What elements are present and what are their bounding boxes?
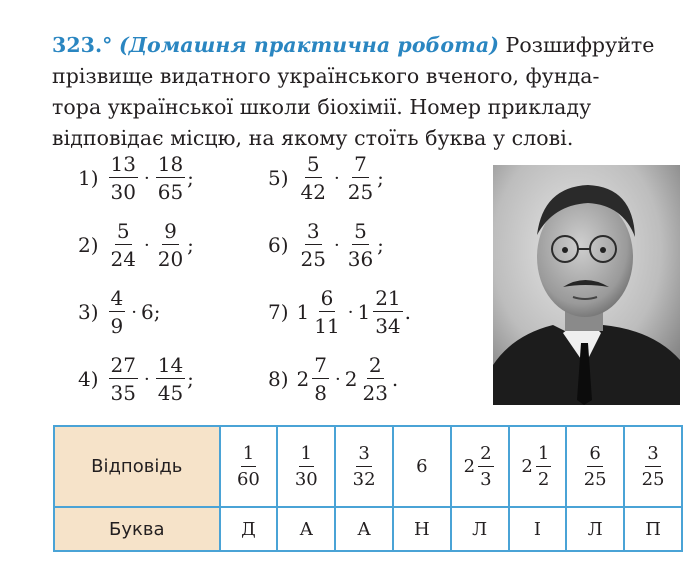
numerator: 27 xyxy=(110,353,136,377)
exercise-7 xyxy=(268,286,411,338)
numerator: 1 xyxy=(241,443,256,467)
exercise-label: 4) xyxy=(78,367,99,391)
whole-part: 2 xyxy=(296,367,310,391)
fraction xyxy=(346,152,375,204)
answer-cell xyxy=(624,426,682,507)
multiply-dot: · xyxy=(333,167,340,189)
fraction xyxy=(109,152,138,204)
integer: 6 xyxy=(416,456,428,477)
numerator: 5 xyxy=(306,152,320,176)
fraction xyxy=(582,443,609,491)
fraction xyxy=(109,219,138,271)
denominator: 20 xyxy=(157,247,184,271)
scientist-portrait xyxy=(493,165,680,405)
numerator: 3 xyxy=(356,443,371,467)
exercise-label: 5) xyxy=(268,166,289,190)
answer-cell xyxy=(335,426,393,507)
numerator: 6 xyxy=(320,286,334,310)
task-text-line: Розшифруйте xyxy=(505,33,655,57)
fraction xyxy=(373,286,402,338)
answer-cell xyxy=(509,426,567,507)
task-number: 323.° xyxy=(52,33,113,57)
end-mark: . xyxy=(404,300,411,324)
denominator: 25 xyxy=(347,180,374,204)
multiply-dot: · xyxy=(143,368,150,390)
numerator: 21 xyxy=(375,286,401,310)
exercise-label: 7) xyxy=(268,300,289,324)
answer-row xyxy=(54,426,682,507)
denominator: 65 xyxy=(157,180,184,204)
numerator: 4 xyxy=(110,286,124,310)
numerator: 5 xyxy=(354,219,367,243)
denominator: 60 xyxy=(236,468,260,490)
numerator: 13 xyxy=(110,152,136,176)
numerator: 18 xyxy=(157,152,184,176)
denominator: 42 xyxy=(300,180,326,204)
whole-part: 2 xyxy=(521,455,533,477)
fraction xyxy=(478,443,493,491)
fraction xyxy=(299,219,328,271)
denominator: 32 xyxy=(352,468,376,490)
fraction xyxy=(156,353,185,405)
exercise-label: 3) xyxy=(78,300,99,324)
numerator: 3 xyxy=(645,443,660,467)
letter-cell: І xyxy=(509,507,567,551)
fraction xyxy=(640,443,667,491)
multiply-dot: · xyxy=(143,234,150,256)
numerator: 5 xyxy=(116,219,130,243)
exercise-label: 1) xyxy=(78,166,99,190)
letter-cell: Н xyxy=(393,507,451,551)
numerator: 6 xyxy=(587,443,602,467)
multiply-dot: · xyxy=(333,234,340,256)
fraction xyxy=(536,443,551,491)
exercise-3 xyxy=(78,286,160,338)
whole-part: 2 xyxy=(344,367,358,391)
letter-cell: Л xyxy=(566,507,624,551)
multiply-dot: · xyxy=(143,167,150,189)
end-mark: ; xyxy=(187,166,194,190)
denominator: 36 xyxy=(347,247,374,271)
denominator: 30 xyxy=(294,468,318,490)
end-mark: ; xyxy=(187,367,194,391)
denominator: 25 xyxy=(300,247,326,271)
fraction xyxy=(156,219,185,271)
task-text xyxy=(52,30,682,154)
numerator: 1 xyxy=(536,443,551,467)
answer-table xyxy=(53,425,683,552)
fraction xyxy=(235,443,262,491)
denominator: 35 xyxy=(110,381,136,405)
answer-cell xyxy=(393,426,451,507)
task-text-line: тора української школи біохімії. Номер прикладу xyxy=(52,95,592,119)
fraction xyxy=(299,152,328,204)
exercise-label: 8) xyxy=(268,367,289,391)
answer-header: Відповідь xyxy=(54,426,220,507)
exercise-6 xyxy=(268,219,384,271)
denominator: 8 xyxy=(314,381,327,405)
denominator: 45 xyxy=(157,381,184,405)
whole-part: 1 xyxy=(296,300,310,324)
denominator: 3 xyxy=(480,468,492,490)
fraction xyxy=(156,152,185,204)
integer: 6 xyxy=(141,300,154,324)
numerator: 3 xyxy=(306,219,320,243)
denominator: 30 xyxy=(110,180,136,204)
numerator: 1 xyxy=(299,443,314,467)
answer-cell xyxy=(220,426,278,507)
letter-cell: А xyxy=(277,507,335,551)
end-mark: ; xyxy=(153,300,161,324)
numerator: 2 xyxy=(368,353,382,377)
exercise-5 xyxy=(268,152,384,204)
multiply-dot: · xyxy=(347,301,354,323)
exercise-4 xyxy=(78,353,194,405)
fraction xyxy=(312,353,329,405)
end-mark: ; xyxy=(377,166,384,190)
numerator: 9 xyxy=(164,219,177,243)
numerator: 14 xyxy=(157,353,184,377)
fraction xyxy=(346,219,375,271)
fraction xyxy=(293,443,320,491)
letter-header: Буква xyxy=(54,507,220,551)
exercise-label: 6) xyxy=(268,233,289,257)
multiply-dot: · xyxy=(335,368,341,390)
exercise-1 xyxy=(78,152,194,204)
denominator: 34 xyxy=(375,314,401,338)
end-mark: ; xyxy=(187,233,194,257)
numerator: 7 xyxy=(314,353,327,377)
numerator: 7 xyxy=(354,152,367,176)
whole-part: 2 xyxy=(463,455,476,477)
denominator: 25 xyxy=(583,468,607,490)
exercise-8 xyxy=(268,353,398,405)
multiply-dot: · xyxy=(131,301,137,323)
numerator: 2 xyxy=(478,443,493,467)
task-text-line: відповідає місцю, на якому стоїть буква у слові. xyxy=(52,126,574,150)
exercise-2 xyxy=(78,219,194,271)
denominator: 23 xyxy=(362,381,388,405)
end-mark: ; xyxy=(377,233,384,257)
fraction xyxy=(351,443,378,491)
whole-part: 1 xyxy=(357,300,371,324)
answer-cell xyxy=(566,426,624,507)
denominator: 9 xyxy=(110,314,124,338)
fraction xyxy=(109,353,138,405)
letter-row xyxy=(54,507,682,551)
letter-cell: А xyxy=(335,507,393,551)
denominator: 11 xyxy=(314,314,340,338)
task-line-1 xyxy=(52,30,682,61)
task-text-line: прізвище видатного українського вченого, фунда- xyxy=(52,64,600,88)
denominator: 25 xyxy=(641,468,665,490)
answer-cell xyxy=(277,426,335,507)
task-title: (Домашня практична робота) xyxy=(119,33,499,57)
denominator: 24 xyxy=(110,247,136,271)
fraction xyxy=(312,286,341,338)
denominator: 2 xyxy=(537,468,550,490)
fraction xyxy=(360,353,389,405)
exercise-label: 2) xyxy=(78,233,99,257)
letter-cell: П xyxy=(624,507,682,551)
end-mark: . xyxy=(391,367,399,391)
letter-cell: Д xyxy=(220,507,278,551)
letter-cell: Л xyxy=(451,507,509,551)
fraction xyxy=(109,286,126,338)
answer-cell xyxy=(451,426,509,507)
